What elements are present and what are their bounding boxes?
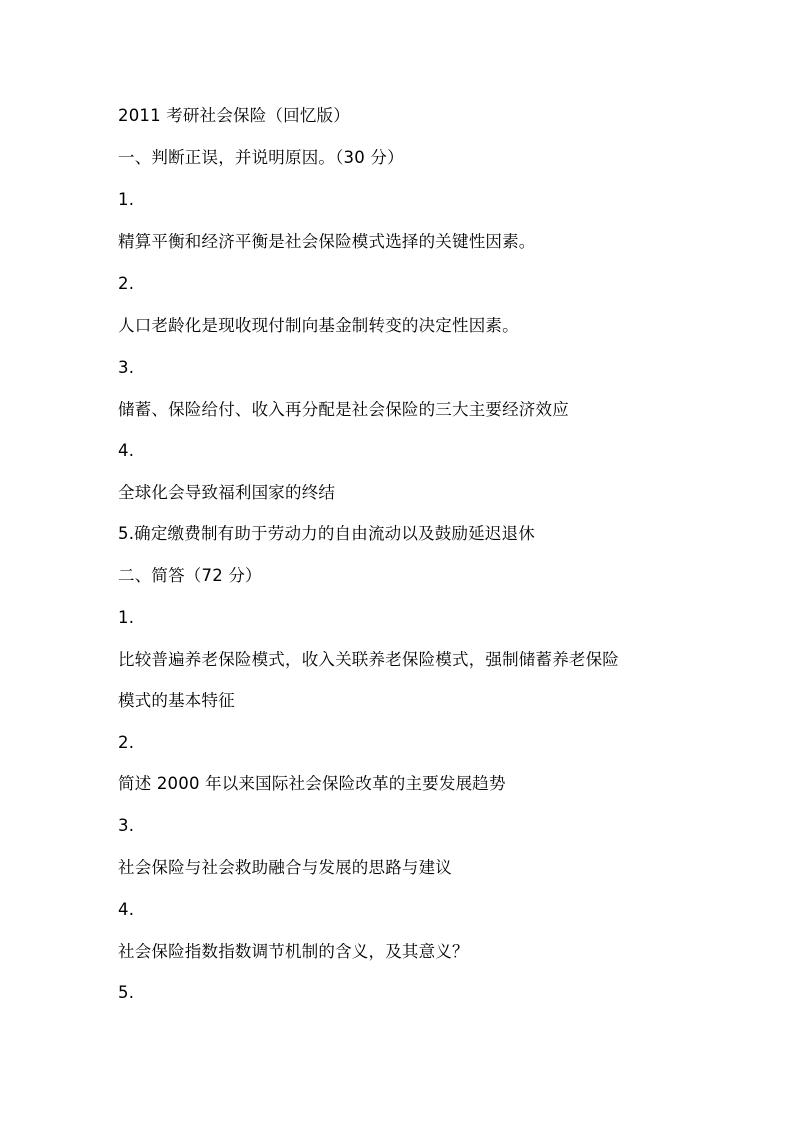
s2-item-2-number: 2. xyxy=(118,733,135,752)
s1-item-3-number: 3. xyxy=(118,358,135,377)
document-title: 2011 考研社会保险（回忆版） xyxy=(118,106,350,125)
s2-item-1-number: 1. xyxy=(118,608,135,627)
s2-item-3-text: 社会保险与社会救助融合与发展的思路与建议 xyxy=(118,858,452,877)
s1-item-4-text: 全球化会导致福利国家的终结 xyxy=(118,483,336,502)
s2-item-5-number: 5. xyxy=(118,983,135,1002)
s1-item-5-number: 5. xyxy=(118,524,135,543)
s2-item-4-number: 4. xyxy=(118,900,135,919)
s2-item-1-text-line2: 模式的基本特征 xyxy=(118,691,235,710)
s1-item-2-text: 人口老龄化是现收现付制向基金制转变的决定性因素。 xyxy=(118,316,519,335)
s1-item-2-number: 2. xyxy=(118,274,135,293)
section-1-heading: 一、判断正误，并说明原因。（30 分） xyxy=(118,148,404,167)
s1-item-3-text: 储蓄、保险给付、收入再分配是社会保险的三大主要经济效应 xyxy=(118,400,569,419)
s2-item-3-number: 3. xyxy=(118,816,135,835)
s1-item-1-number: 1. xyxy=(118,190,135,209)
s1-item-1-text: 精算平衡和经济平衡是社会保险模式选择的关键性因素。 xyxy=(118,232,536,251)
section-2-heading: 二、简答（72 分） xyxy=(118,566,262,585)
s1-item-5 xyxy=(118,524,535,544)
s1-item-4-number: 4. xyxy=(118,441,135,460)
s2-item-1-text-line1: 比较普遍养老保险模式，收入关联养老保险模式，强制储蓄养老保险 xyxy=(118,650,619,669)
s2-item-4-text: 社会保险指数指数调节机制的含义，及其意义？ xyxy=(118,942,469,961)
s2-item-2-text: 简述 2000 年以来国际社会保险改革的主要发展趋势 xyxy=(118,774,506,793)
s1-item-5-text: 确定缴费制有助于劳动力的自由流动以及鼓励延迟退休 xyxy=(134,524,535,543)
